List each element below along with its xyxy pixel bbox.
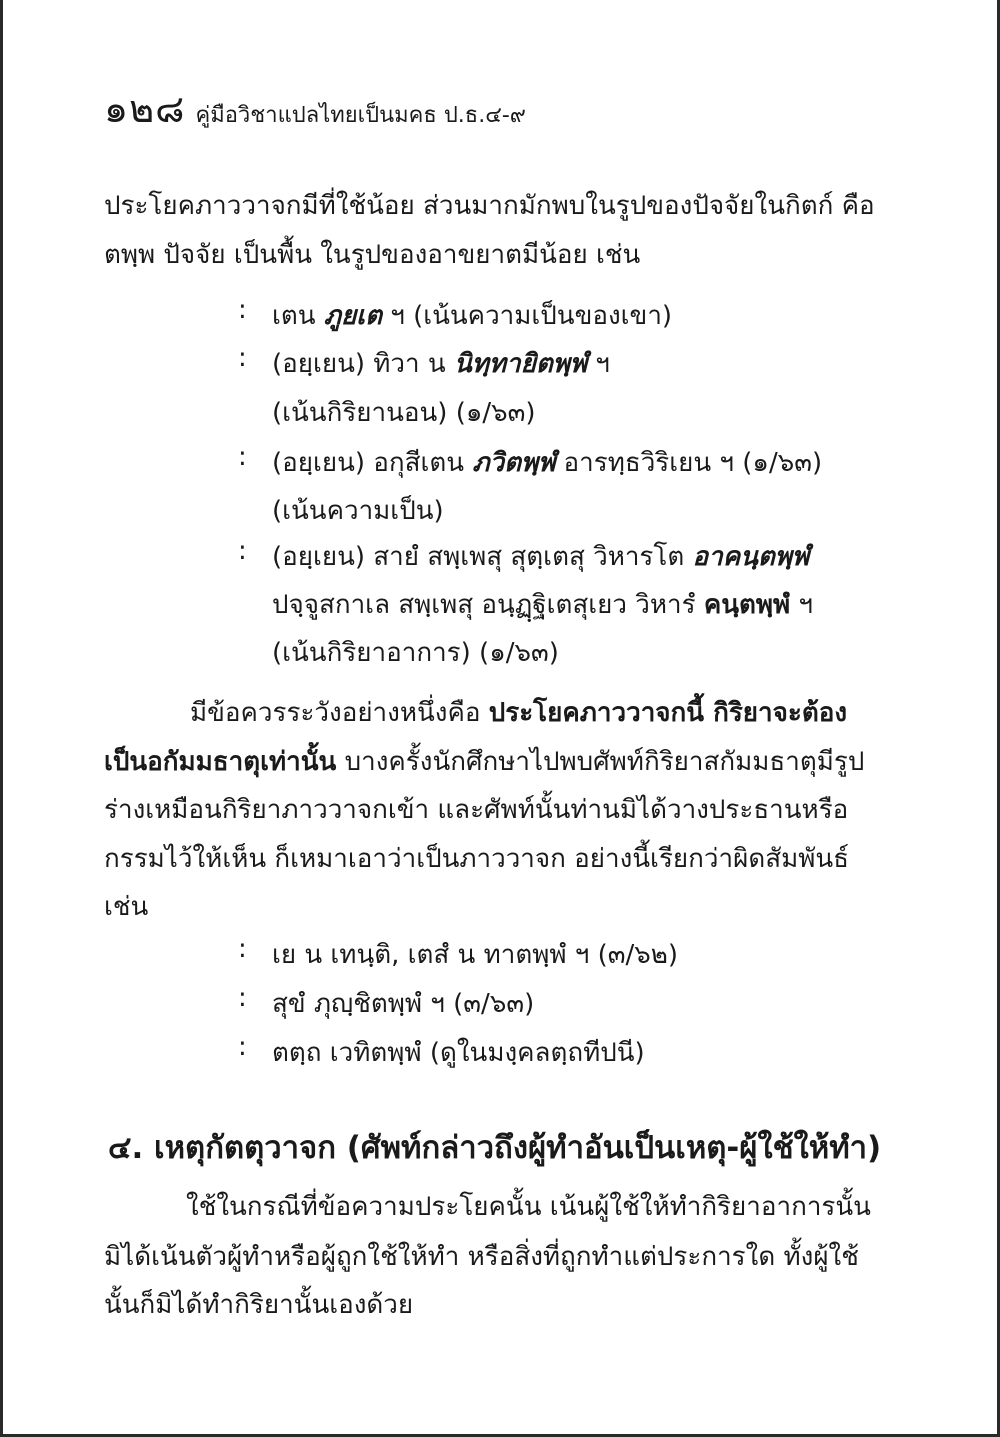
section-heading: ๔. เหตุกัตตุวาจก (ศัพท์กล่าวถึงผู้ทำอันเป็นเหตุ-ผู้ใช้ให้ทำ) — [108, 1130, 882, 1166]
caution-line-1 — [190, 692, 847, 733]
example-text: (อยฺเยน) อกุสีเตน — [272, 448, 473, 478]
paragraph-text: มีข้อควรระวังอย่างหนึ่งคือ — [190, 698, 489, 728]
colon: : — [238, 934, 247, 964]
colon: : — [238, 295, 247, 325]
example-text: ปจฺจูสกาเล สพฺเพสุ อนฺฏฺฐิเตสุเยว วิหารํ — [272, 590, 704, 620]
example-keyword: นิทฺทายิตพฺพํ — [453, 349, 587, 379]
colon: : — [238, 442, 247, 472]
emphasis-text: เป็นอกัมมธาตุเท่านั้น — [104, 747, 337, 777]
paragraph-text: บางครั้งนักศึกษาไปพบศัพท์กิริยาสกัมมธาตุมีรูป — [336, 747, 865, 777]
caution-line-5: เช่น — [104, 892, 149, 922]
example-4-continuation-2: (เน้นกิริยาอาการ) (๑/๖๓) — [272, 638, 559, 668]
example-text: ฯ (เน้นความเป็นของเขา) — [381, 301, 673, 331]
example-text: ฯ — [790, 590, 814, 620]
example-text: (อยฺเยน) สายํ สพฺเพสุ สุตฺเตสุ วิหารโต — [272, 542, 693, 572]
example-3-continuation: (เน้นความเป็น) — [272, 496, 444, 526]
intro-line-2: ตพฺพ ปัจจัย เป็นพื้น ในรูปของอาขยาตมีน้อย เช่น — [104, 240, 641, 270]
example-keyword: ภูยเต — [323, 301, 382, 331]
intro-line-1: ประโยคภาววาจกมีที่ใช้น้อย ส่วนมากมักพบในรูปของปัจจัยในกิตก์ คือ — [104, 191, 875, 221]
caution-line-2 — [104, 741, 864, 782]
example-4-continuation — [272, 584, 813, 625]
colon: : — [238, 1032, 247, 1062]
emphasis-text: ประโยคภาววาจกนี้ กิริยาจะต้อง — [488, 698, 848, 728]
book-title: คู่มือวิชาแปลไทยเป็นมคธ ป.ธ.๔-๙ — [195, 103, 526, 128]
example-text: สุขํ ภุญฺชิตพฺพํ ฯ (๓/๖๓) — [272, 989, 535, 1019]
colon: : — [238, 983, 247, 1013]
example-2-continuation: (เน้นกิริยานอน) (๑/๖๓) — [272, 398, 536, 428]
page-number: ๑๒๘ — [104, 87, 186, 131]
example-keyword: คนฺตพฺพํ — [703, 590, 791, 620]
example-keyword: ภวิตพฺพํ — [472, 448, 556, 478]
example-text: อารทฺธวิริเยน ฯ (๑/๖๓) — [555, 448, 823, 478]
colon: : — [238, 343, 247, 373]
example-text: เย น เทนฺติ, เตสํ น ทาตพฺพํ ฯ (๓/๖๒) — [272, 940, 679, 970]
running-header — [104, 78, 526, 139]
example-text: ตตฺถ เวทิตพฺพํ (ดูในมงฺคลตฺถทีปนี) — [272, 1038, 645, 1068]
colon: : — [238, 536, 247, 566]
example-text: เตน — [272, 301, 324, 331]
caution-line-4: กรรมไว้ให้เห็น ก็เหมาเอาว่าเป็นภาววาจก อย่างนี้เรียกว่าผิดสัมพันธ์ — [104, 844, 849, 874]
section-line-2: มิได้เน้นตัวผู้ทำหรือผู้ถูกใช้ให้ทำ หรือสิ่งที่ถูกทำแต่ประการใด ทั้งผู้ใช้ — [104, 1242, 859, 1272]
example-text: ฯ — [586, 349, 610, 379]
example-keyword: อาคนฺตพฺพํ — [692, 542, 810, 572]
page-edge-left — [0, 0, 3, 1437]
example-text: (อยฺเยน) ทิวา น — [272, 349, 454, 379]
section-line-1: ใช้ในกรณีที่ข้อความประโยคนั้น เน้นผู้ใช้ให้ทำกิริยาอาการนั้น — [186, 1192, 871, 1222]
section-line-3: นั้นก็มิได้ทำกิริยานั้นเองด้วย — [104, 1290, 414, 1320]
caution-line-3: ร่างเหมือนกิริยาภาววาจกเข้า และศัพท์นั้นท่านมิได้วางประธานหรือ — [104, 795, 849, 825]
